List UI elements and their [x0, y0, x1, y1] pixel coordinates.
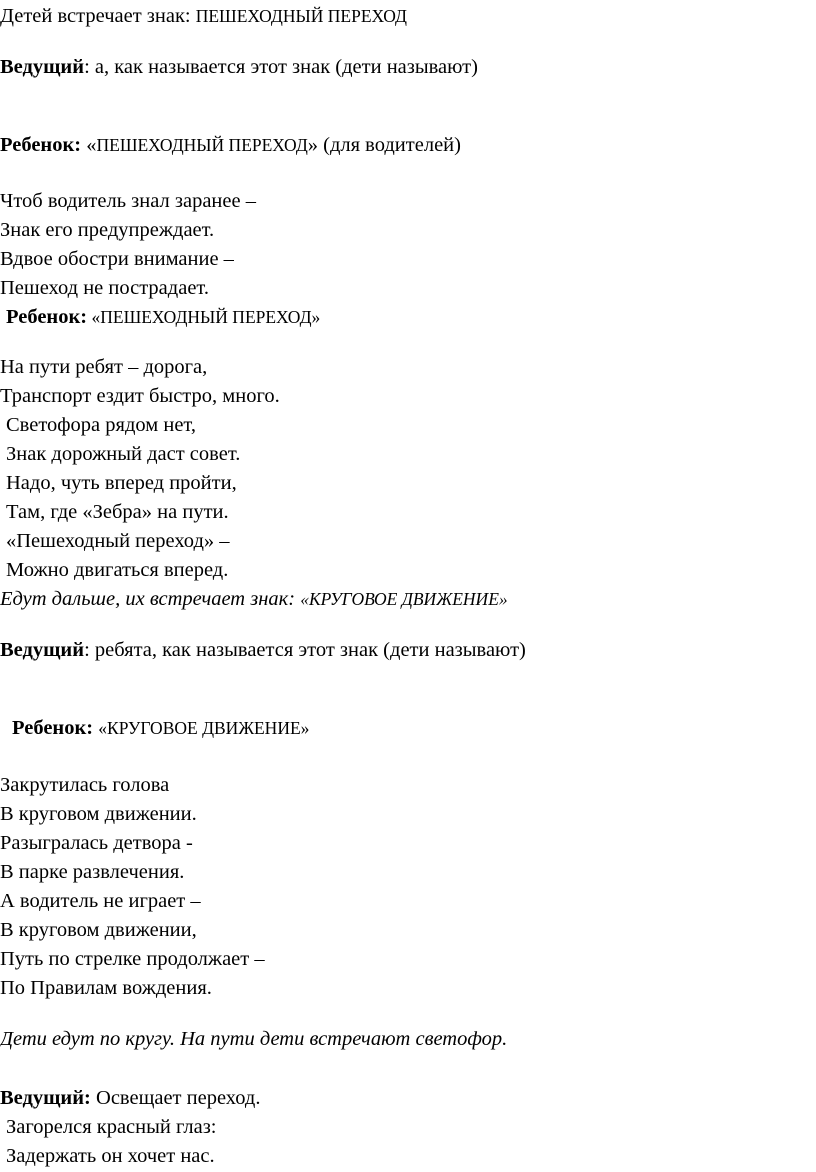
poem-line: Можно двигаться вперед. [6, 559, 229, 581]
speaker-label: Ребенок: [12, 717, 99, 739]
speaker-label: Ведущий [0, 639, 85, 661]
sign-name-text: ПЕШЕХОДНЫЙ ПЕРЕХОД [96, 135, 308, 155]
poem-line: «Пешеходный переход» – [6, 530, 230, 552]
poem-line: Пешеход не пострадает. [0, 277, 209, 299]
speaker-label: Ведущий [0, 56, 85, 78]
poem-line: Светофора рядом нет, [6, 414, 196, 436]
poem-line: Знак его предупреждает. [0, 219, 215, 241]
poem-line: В круговом движении. [0, 803, 197, 825]
poem-line: Транспорт ездит быстро, много. [0, 385, 280, 407]
poem-line: На пути ребят – дорога, [0, 356, 208, 378]
speaker-label: Ведущий: [0, 1087, 91, 1109]
speaker-label: Ребенок: [0, 134, 82, 156]
poem-line: Чтоб водитель знал заранее – [0, 190, 256, 212]
intro-line [0, 4, 407, 28]
host-question-line [0, 55, 478, 79]
sign-name-text: «КРУГОВОЕ ДВИЖЕНИЕ» [300, 589, 508, 609]
poem-line: Разыгралась детвора - [0, 832, 193, 854]
child-answer-tail: » (для водителей) [307, 134, 461, 156]
poem-line: В круговом движении, [0, 919, 197, 941]
poem-line: Задержать он хочет нас. [6, 1145, 215, 1167]
stage-direction-text: Едут дальше, их встречает знак: [0, 588, 301, 610]
host-line-text: Освещает переход. [90, 1087, 261, 1109]
speaker-label: Ребенок: [6, 306, 88, 328]
poem-line: Загорелся красный глаз: [6, 1116, 217, 1138]
poem-line: Путь по стрелке продолжает – [0, 948, 265, 970]
poem-line: Закрутилась голова [0, 774, 170, 796]
host-question-text: : ребята, как называется этот знак (дети называют) [84, 639, 526, 661]
host-question-text: : а, как называется этот знак (дети называют) [84, 56, 478, 78]
host-line [0, 1086, 260, 1110]
poem-line: Вдвое обостри внимание – [0, 248, 234, 270]
intro-text: Детей встречает знак: [0, 5, 196, 27]
poem-line: Там, где «Зебра» на пути. [6, 501, 229, 523]
poem-line: По Правилам вождения. [0, 977, 212, 999]
sign-name-text: «ПЕШЕХОДНЫЙ ПЕРЕХОД» [87, 307, 321, 327]
host-question-line [0, 638, 526, 662]
poem-line: А водитель не играет – [0, 890, 201, 912]
stage-direction: Дети едут по кругу. На пути дети встречают светофор. [0, 1028, 508, 1050]
sign-name-text: ПЕШЕХОДНЫЙ ПЕРЕХОД [195, 6, 407, 26]
sign-name-text: «КРУГОВОЕ ДВИЖЕНИЕ» [98, 718, 310, 738]
stage-direction [0, 587, 508, 611]
child-answer-line [0, 133, 461, 157]
quote-open: « [81, 134, 97, 156]
poem-line: Знак дорожный даст совет. [6, 443, 241, 465]
child-answer-line [6, 305, 320, 329]
child-answer-line [12, 716, 309, 740]
poem-line: Надо, чуть вперед пройти, [6, 472, 237, 494]
poem-line: В парке развлечения. [0, 861, 185, 883]
